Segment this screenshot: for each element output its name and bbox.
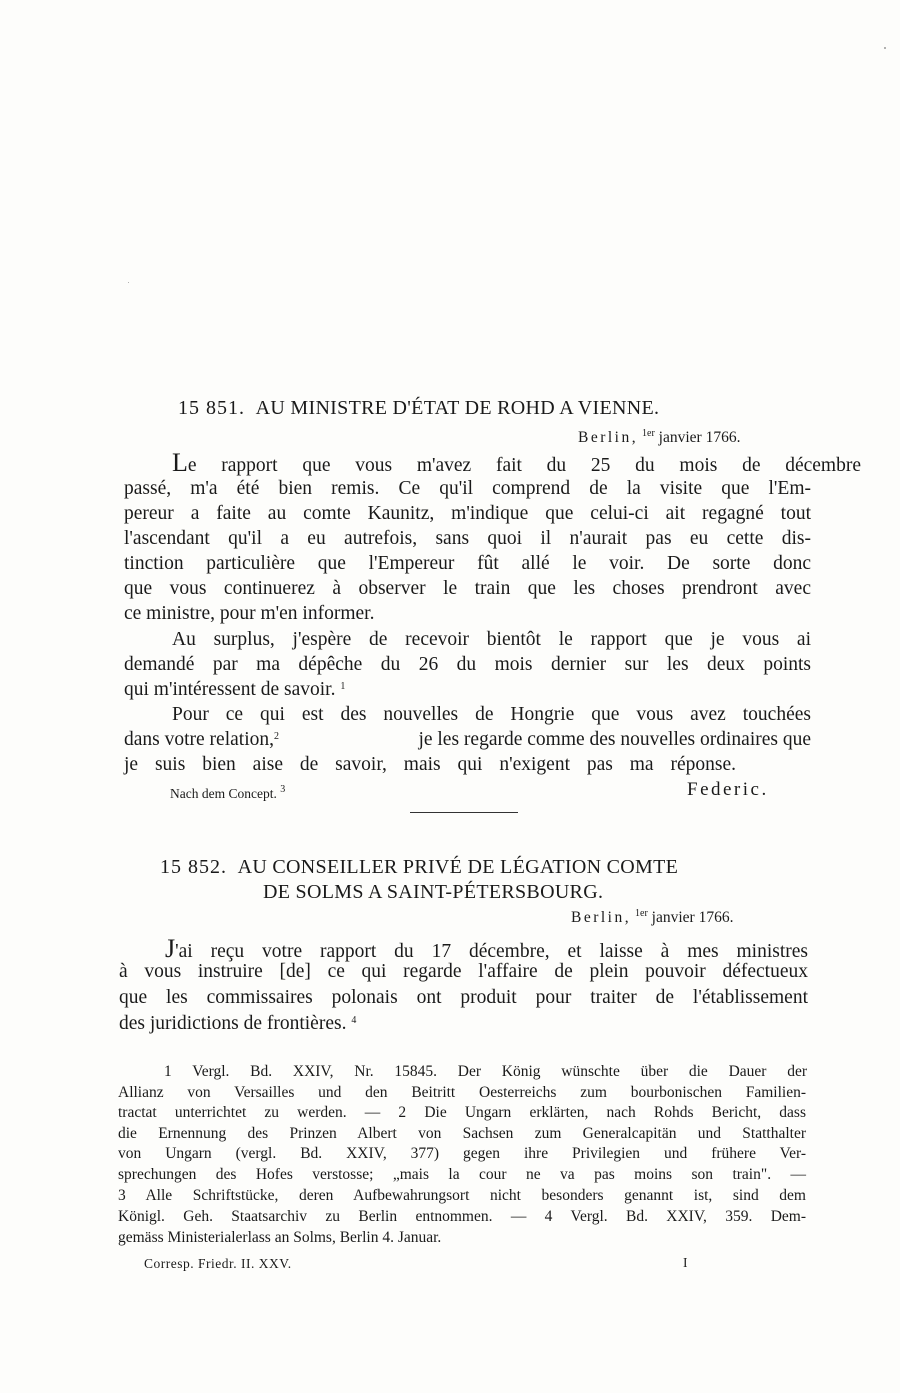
footnote-line: 3 Alle Schriftstücke, deren Aufbewahrungsort nicht besonders genannt ist, sind dem	[118, 1187, 806, 1204]
scan-speck	[128, 282, 129, 283]
paragraph-line: dans votre relation,$^2$ je les regarde comme des nouvelles ordinaires que	[124, 729, 811, 750]
paragraph-line: des juridictions de frontières. $^4$	[119, 1013, 357, 1034]
letter-1-heading	[178, 397, 659, 420]
paragraph-line: que les commissaires polonais ont produit pour traiter de l'établissement	[119, 987, 808, 1008]
paragraph-line: l'ascendant qu'il a eu autrefois, sans quoi il n'aurait pas eu cette dis-	[124, 528, 811, 549]
paragraph-line: J'ai reçu votre rapport du 17 décembre, et laisse à mes ministres	[165, 934, 808, 963]
letter-2-dateline: Berlin, $^{1er}$ janvier 1766.	[571, 908, 734, 926]
paragraph-line: qui m'intéressent de savoir. $^1$	[124, 679, 346, 700]
paragraph-line: pereur a faite au comte Kaunitz, m'indique que celui-ci ait regagné tout	[124, 503, 811, 524]
letter-2-title-line-2: DE SOLMS A SAINT-PÉTERSBOURG.	[263, 881, 604, 903]
footnote-ref: 1	[340, 681, 346, 692]
paragraph-line: à vous instruire [de] ce qui regarde l'affaire de plein pouvoir défectueux	[119, 961, 808, 982]
paragraph-line: Le rapport que vous m'avez fait du 25 du mois de décembre	[172, 448, 861, 477]
paragraph-line: demandé par ma dépêche du 26 du mois dernier sur les deux points	[124, 654, 811, 675]
signature-mark: I	[683, 1255, 688, 1270]
footnote-line: Allianz von Versailles und den Beitritt Oesterreichs zum bourbonischen Familien-	[118, 1084, 806, 1101]
paragraph-line: que vous continuerez à observer le train que les choses prendront avec	[124, 578, 811, 599]
running-title: Corresp. Friedr. II. XXV.	[144, 1256, 292, 1271]
letter-2-number: 15 852.	[160, 856, 227, 878]
drop-cap: L	[172, 448, 188, 477]
paragraph-line: Au surplus, j'espère de recevoir bientôt le rapport que je vous ai	[172, 629, 811, 650]
paragraph-line: passé, m'a été bien remis. Ce qu'il comprend de la visite que l'Em-	[124, 478, 811, 499]
signature: Federic.	[687, 779, 769, 800]
letter-1-dateline: Berlin, $^{1er}$ janvier 1766.	[578, 428, 741, 446]
footnote-line: gemäss Ministerialerlass an Solms, Berlin 4. Januar.	[118, 1229, 442, 1246]
letter-2-title: AU CONSEILLER PRIVÉ DE LÉGATION COMTE	[237, 856, 679, 878]
footnote-ref: 4	[351, 1015, 357, 1026]
section-divider	[410, 812, 518, 813]
footnote-line: sprechungen des Hofes verstosse; „mais la cour ne va pas moins son train". —	[118, 1166, 806, 1183]
paragraph-line: ce ministre, pour m'en informer.	[124, 603, 375, 624]
letter-2-heading	[160, 856, 678, 879]
footnote-line: Königl. Geh. Staatsarchiv zu Berlin entnommen. — 4 Vergl. Bd. XXIV, 359. Dem-	[118, 1208, 806, 1225]
paragraph-line: Pour ce qui est des nouvelles de Hongrie que vous avez touchées	[172, 704, 811, 725]
paragraph-line: je suis bien aise de savoir, mais qui n'exigent pas ma réponse.	[124, 754, 736, 775]
footnote-line: 1 Vergl. Bd. XXIV, Nr. 15845. Der König wünschte über die Dauer der	[164, 1063, 807, 1080]
footnote-line: von Ungarn (vergl. Bd. XXIV, 377) gegen ihre Privilegien und frühere Ver-	[118, 1145, 806, 1162]
footnote-line: tractat unterrichtet zu werden. — 2 Die Ungarn erklärten, nach Rohds Bericht, dass	[118, 1104, 806, 1121]
letter-1-title: AU MINISTRE D'ÉTAT DE ROHD A VIENNE.	[255, 397, 660, 419]
letter-1-number: 15 851.	[178, 397, 245, 419]
footnote-ref: 2	[274, 731, 279, 742]
source-note: Nach dem Concept. $^3$	[170, 784, 286, 801]
drop-cap: J	[165, 934, 176, 963]
scan-speck	[884, 47, 886, 49]
footnote-line: die Ernennung des Prinzen Albert von Sachsen zum Generalcapitän und Statthalter	[118, 1125, 806, 1142]
paragraph-line: tinction particulière que l'Empereur fût allé le voir. De sorte donc	[124, 553, 811, 574]
